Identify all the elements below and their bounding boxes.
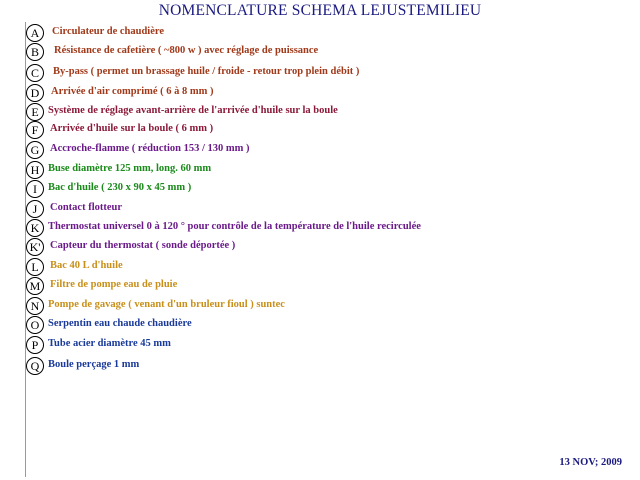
item-label: By-pass ( permet un brassage huile / froide - retour trop plein débit ) [53,66,360,77]
item-label: Système de réglage avant-arrière de l'arrivée d'huile sur la boule [48,105,338,116]
item-letter-badge: E [26,103,44,121]
item-letter-badge: N [26,297,44,315]
item-letter-badge: B [26,43,44,61]
item-label: Bac 40 L d'huile [50,260,123,271]
item-label: Tube acier diamètre 45 mm [48,338,171,349]
item-letter-badge: I [26,180,44,198]
item-letter-badge: F [26,121,44,139]
item-letter-badge: J [26,200,44,218]
item-letter-badge: K' [26,238,44,256]
page-title: NOMENCLATURE SCHEMA LEJUSTEMILIEU [158,2,482,19]
item-label: Résistance de cafetière ( ~800 w ) avec réglage de puissance [54,45,319,56]
item-label: Accroche-flamme ( réduction 153 / 130 mm ) [50,143,250,154]
item-label: Pompe de gavage ( venant d'un bruleur fioul ) suntec [48,299,285,310]
item-label: Arrivée d'air comprimé ( 6 à 8 mm ) [51,86,214,97]
item-letter-badge: A [26,24,44,42]
item-label: Contact flotteur [50,202,123,213]
item-letter-badge: C [26,64,44,82]
item-label: Serpentin eau chaude chaudière [48,318,192,329]
item-letter-badge: K [26,219,44,237]
item-letter-badge: G [26,141,44,159]
item-letter-badge: P [26,336,44,354]
item-letter-badge: D [26,84,44,102]
item-label: Arrivée d'huile sur la boule ( 6 mm ) [50,123,214,134]
item-label: Boule perçage 1 mm [48,359,140,370]
item-letter-badge: H [26,161,44,179]
document-date: 13 NOV; 2009 [559,457,622,468]
item-label: Circulateur de chaudière [52,26,164,37]
item-label: Buse diamètre 125 mm, long. 60 mm [48,163,212,174]
item-letter-badge: O [26,316,44,334]
item-letter-badge: Q [26,357,44,375]
item-letter-badge: M [26,277,44,295]
item-label: Bac d'huile ( 230 x 90 x 45 mm ) [48,182,192,193]
item-label: Filtre de pompe eau de pluie [50,279,178,290]
item-label: Thermostat universel 0 à 120 ° pour contrôle de la température de l'huile recirculée [48,221,421,232]
item-letter-badge: L [26,258,44,276]
item-label: Capteur du thermostat ( sonde déportée ) [50,240,236,251]
